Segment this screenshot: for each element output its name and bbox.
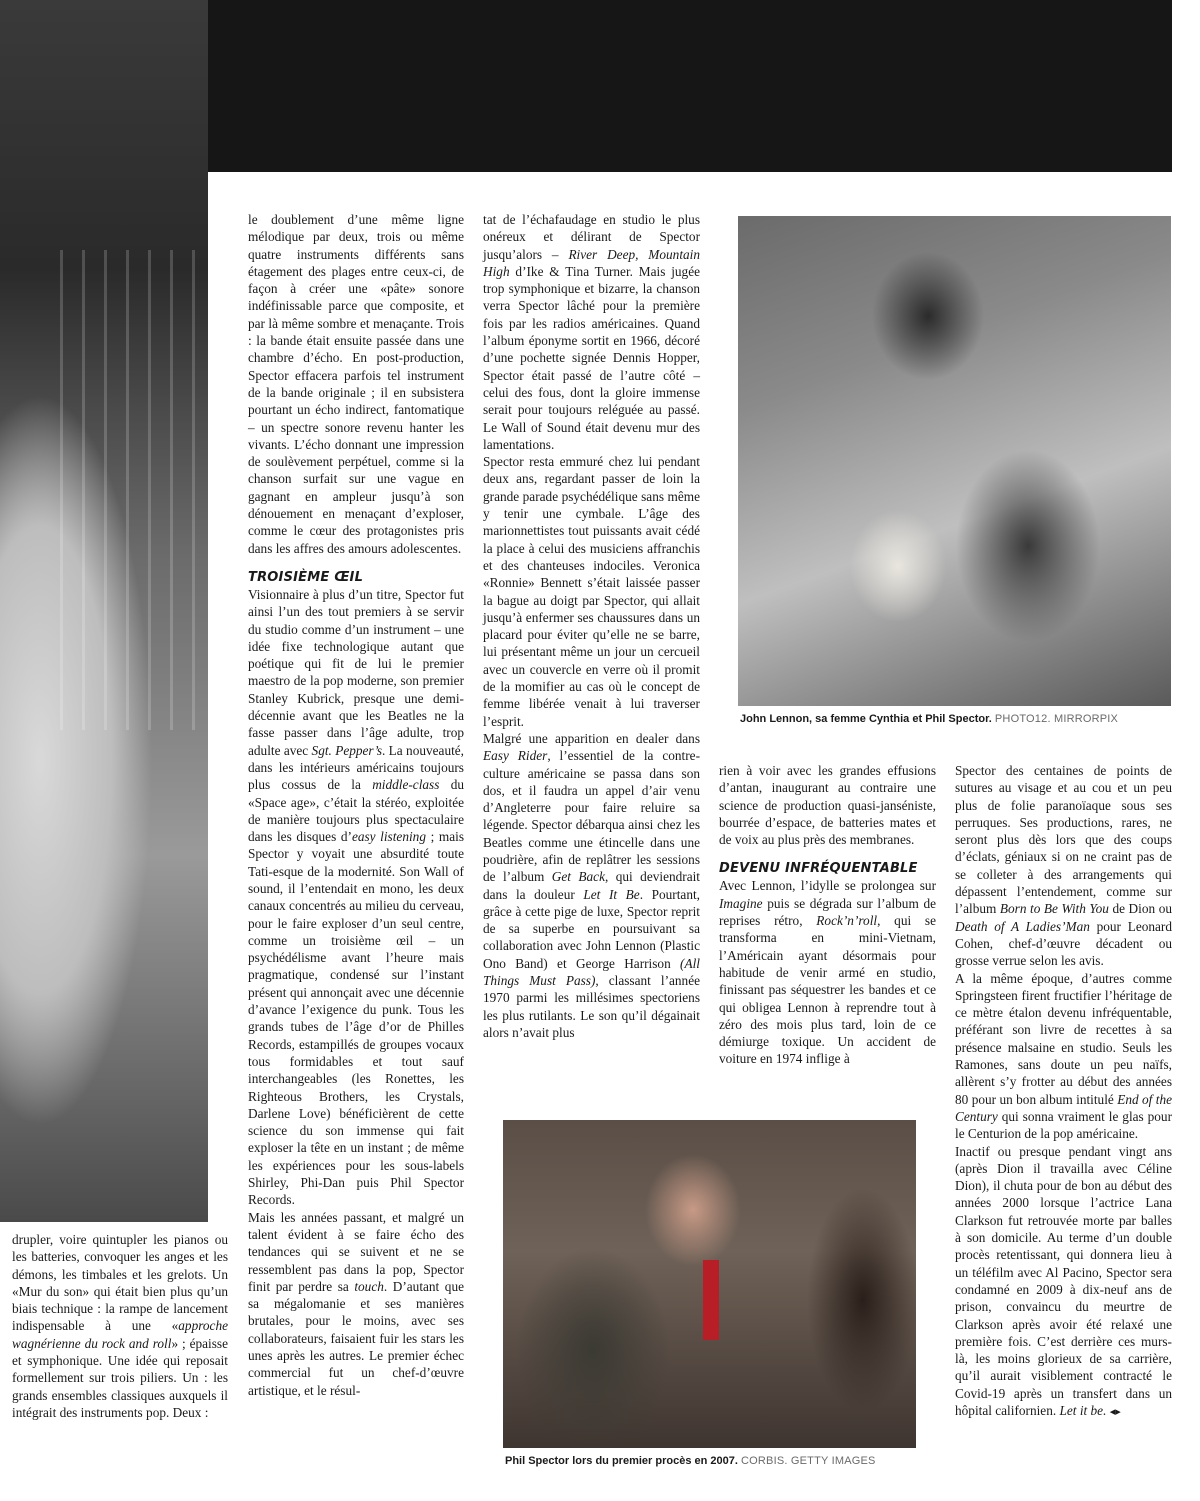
paragraph: drupler, voire quintupler les pianos ou les batteries, convoquer les anges et les démons, les timbales et les grelots. Un «Mur du son» qui était bien plus qu’un biais technique : la rampe de lancement indispensable à une «approche wagnérienne du rock and roll» ; épaisse et symphonique. Une idée qui reposait formellement sur trois piliers. Un : les grands ensembles classiques auxquels il intégrait des instruments pop. Deux : xyxy=(12,1232,229,1420)
caption-top xyxy=(740,712,1118,726)
photo-background-railing xyxy=(60,250,210,730)
subhead-devenu-infrequentable: DEVENU INFRÉQUENTABLE xyxy=(719,861,918,877)
paragraph: Spector resta emmuré chez lui pendant deux ans, regardant passer de loin la grande parade psychédélique sans même y tenir une cymbale. L’âge des marionnettistes tout puissants avait cédé la place à celui des musiciens affranchis et des chanteuses indociles. Veronica «Ronnie» Bennett s’était laissée passer la bague au doigt par Spector, qui allait jusqu’à enfermer ses chaussures dans un placard pour éviter qu’elle ne se barre, lui présentant même un jour un cercueil avec un couvercle en verre où il promit de la momifier au cas où le concept de femme libérée venait à lui traverser l’esprit. xyxy=(483,454,700,729)
paragraph: Avec Lennon, l’idylle se prolongea sur Imagine puis se dégrada sur l’album de reprises rétro, Rock’n’roll, qui se transforma en mini-Vietnam, l’Américain ayant désormais pour habitude de venir armé en studio, finissant pas séquestrer les bandes et ce qui obligea Lennon à reprendre tout à zéro des mois plus tard, loin de ce démiurge toxique. Un accident de voiture en 1974 inflige à xyxy=(719,878,936,1067)
column-5 xyxy=(955,762,1172,1421)
paragraph: Inactif ou presque pendant vingt ans (après Dion il travailla avec Céline Dion), il chuta pour de bon au début des années 2000 lorsque l’actrice Lana Clarkson fut retrouvée morte par balles à son domicile. Au terme d’un double procès retentissant, qui donnera lieu à un téléfilm avec Al Pacino, Spector sera condamné en 2009 à dix-neuf ans de prison, convaincu du meurtre de Clarkson après avoir été relaxé une première fois. C’est derrière ces murs-là, les moins glorieux de sa carrière, qu’il aurait visiblement contracté le Covid-19 après un transfert dans un hôpital californien. Let it be. ◂▸ xyxy=(955,1143,1172,1418)
photo-red-tie xyxy=(703,1260,719,1340)
paragraph: tat de l’échafaudage en studio le plus onéreux et délirant de Spector jusqu’alors – River Deep, Mountain High d’Ike & Tina Turner. Mais jugée trop symphonique et bizarre, la chanson verra Spector lâché pour la première fois par les radios américaines. Quand l’album éponyme sortit en 1966, décoré d’une pochette signée Dennis Hopper, Spector était passé de l’autre côté – celui des fous, dont la gloire immense serait pour toujours reléguée au passé. Le Wall of Sound était devenu mur des lamentations. xyxy=(483,212,701,452)
paragraph: Visionnaire à plus d’un titre, Spector fut ainsi l’un des tout premiers à se servir du studio comme d’un instrument – une idée fixe technologique autant que poétique qui fit de lui le premier maestro de la pop moderne, son premier Stanley Kubrick, presque une demi-décennie avant que les Beatles ne la fasse passer dans l’âge adulte, trop adulte avec Sgt. Pepper’s. La nouveauté, dans les intérieurs américains toujours plus cossus de la middle-class du «Space age», c’était la stéréo, exploitée de manière toujours plus spectaculaire dans les disques d’easy listening ; mais Spector y voyait une absurdité toute Tati-esque de la modernité. Son Wall of sound, il l’entendait en mono, les deux canaux concentrés au milieu du cerveau, pour le faire exploser d’un seul centre, comme un troisième œil – un psychédélisme avant l’heure mais pragmatique, condensé sur l’instant présent qui annonçait avec une décennie d’avance l’exigence du punk. Tous les grands tubes de l’âge d’or de Philles Records, estampillés de groupes vocaux tous formidables et tout sauf interchangeables (les Ronettes, les Righteous Brothers, les Crystals, Darlene Love) bénéficièrent de cette science du son immense qui fait exploser la tête en un instant ; de même les expériences pour les sous-labels Shirley, Phi-Dan puis Phil Spector Records. xyxy=(248,586,465,1208)
caption-top-text: John Lennon, sa femme Cynthia et Phil Spector. xyxy=(740,713,992,725)
column-3 xyxy=(483,211,700,1041)
photo-dark-band xyxy=(208,0,1172,172)
subhead-troisieme-oeil: TROISIÈME ŒIL xyxy=(248,569,364,585)
column-1 xyxy=(12,1231,228,1421)
paragraph: A la même époque, d’autres comme Springsteen firent fructifier l’héritage de ce mètre étalon devenu infréquentable, préférant son livre de recettes à sa présence malsaine en studio. Seuls les Ramones, sans doute un peu naïfs, allèrent s’y frotter au début des années 80 pour un bon album intitulé End of the Century qui sonna vraiment le glas pour le Centurion de la pop américaine. xyxy=(955,970,1173,1142)
photo-lennon-cynthia-spector xyxy=(738,216,1171,706)
photo-phil-spector-portrait xyxy=(0,0,208,1222)
end-mark-icon: ◂▸ xyxy=(1109,1405,1121,1418)
paragraph: le doublement d’une même ligne mélodique par deux, trois ou même quatre instruments différents sans étagement des plages entre ceux-ci, de façon à créer une «pâte» sonore indéfinissable parce que composite, et par là même sombre et menaçante. Trois : la bande était ensuite passée dans une chambre d’écho. En post-production, Spector effacera parfois tel instrument de la bande originale ; il en subsistera pourtant un écho indirect, fantomatique – un spectre sonore revenu hanter les vivants. L’écho donnant une impression de soulèvement perpétuel, comme si la chanson surfait sur une vague en gagnant en ampleur jusqu’à son dénouement en menaçant d’exploser, comme le cœur des protagonistes pris dans les affres des amours adolescentes. xyxy=(248,212,464,556)
paragraph: Mais les années passant, et malgré un talent évident à se faire écho des tendances qui se suivent et ne se ressemblent pas dans la pop, Spector finit par perdre sa touch. D’autant que sa mégalomanie et ses manières brutales, pour le moins, avec ses collaborateurs, faisaient fuir les stars les unes après les autres. Le premier échec commercial fut un chef-d’œuvre artistique, et le résul- xyxy=(248,1209,464,1398)
caption-bottom-credit: CORBIS. GETTY IMAGES xyxy=(740,1455,876,1467)
column-4 xyxy=(719,762,936,1068)
paragraph: Malgré une apparition en dealer dans Easy Rider, l’essentiel de la contre-culture américaine se passa dans son dos, et il faudra un appel d’air venu d’Angleterre pour faire reluire sa légende. Spector débarqua ainsi chez les Beatles comme une étincelle dans une poudrière, afin de replâtrer les sessions de l’album Get Back, qui deviendrait dans la douleur Let It Be. Pourtant, grâce à cette pige de luxe, Spector reprit de sa superbe en poursuivant sa collaboration avec John Lennon (Plastic Ono Band) et George Harrison (All Things Must Pass), classant l’année 1970 parmi les millésimes spectoriens les plus rutilants. Le son qu’il dégainait alors n’avait plus xyxy=(483,730,701,1040)
paragraph: Spector des centaines de points de sutures au visage et au cou et un peu plus de folie paranoïaque sous ses perruques. Ses productions, rares, ne seront plus dès lors que des coups d’éclats, géniaux si on ne craint pas de se colleter à des arrangements qui dépassent l’entendement, comme sur l’album Born to Be With You de Dion ou Death of A Ladies’Man pour Leonard Cohen, chef-d’œuvre décadent ou grosse verrue selon les avis. xyxy=(955,763,1172,969)
caption-bottom-text: Phil Spector lors du premier procès en 2007. xyxy=(505,1455,738,1467)
caption-top-credit: PHOTO12. MIRRORPIX xyxy=(994,713,1119,725)
photo-spector-trial xyxy=(503,1120,916,1448)
column-2 xyxy=(248,211,464,1399)
paragraph: rien à voir avec les grandes effusions d’antan, inaugurant au contraire une science de production quasi-janséniste, bourrée d’espace, de batteries mates et de voix au plus près des membranes. xyxy=(719,763,936,848)
caption-bottom xyxy=(505,1454,876,1468)
